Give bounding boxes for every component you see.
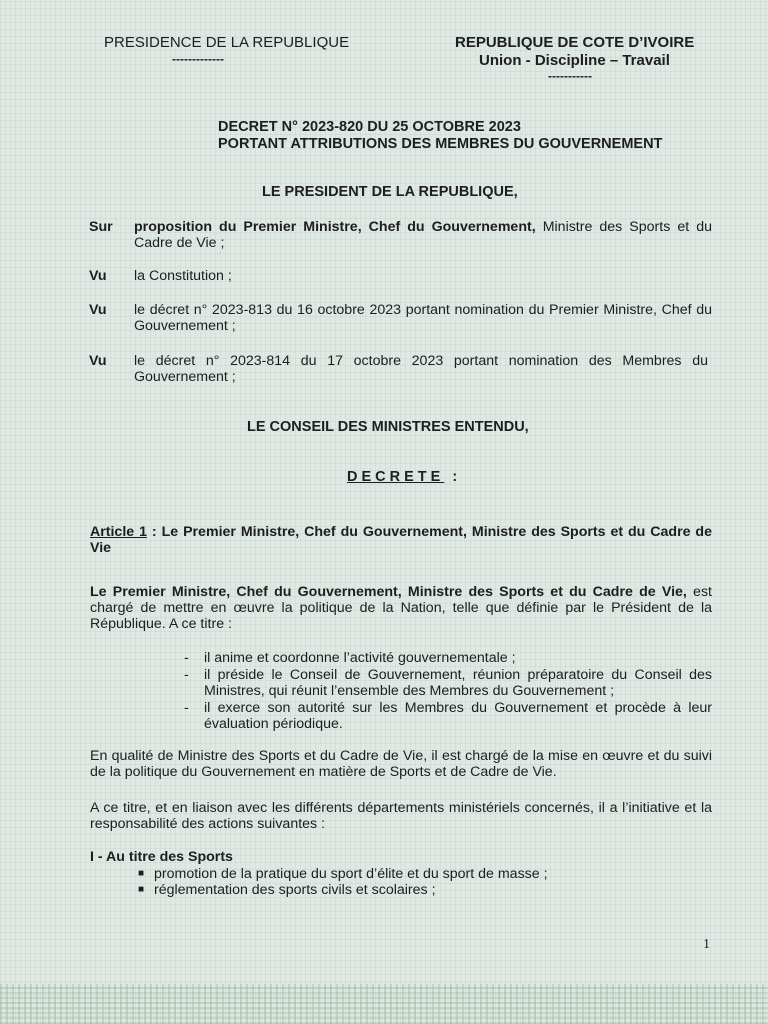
preamble-text: la Constitution ; [134, 268, 232, 284]
preamble-bold-text: proposition du Premier Ministre, Chef du Gouvernement, [134, 219, 536, 235]
article1-label: Article 1 [90, 524, 147, 540]
preamble-label: Vu [89, 302, 107, 318]
section-title-sports: I - Au titre des Sports [90, 849, 233, 865]
preamble-text: le décret n° 2023-813 du 16 octobre 2023 portant nomination du Premier Ministre, Chef du Gouvernement ; [134, 302, 712, 334]
article1-heading [90, 524, 712, 556]
article1-paragraph-3: A ce titre, et en liaison avec les différents départements ministériels concernés, il a l’initiative et la responsabilité des actions suivantes : [90, 800, 712, 832]
decorative-border [0, 984, 768, 1024]
decree-title-line1: DECRET N° 2023-820 DU 25 OCTOBRE 2023 [218, 119, 521, 135]
president-heading: LE PRESIDENT DE LA REPUBLIQUE, [262, 184, 518, 200]
preamble-label: Vu [89, 353, 107, 369]
preamble-item [134, 219, 712, 251]
article1-intro-text: est chargé de mettre en œuvre la politique de la Nation, telle que définie par le Président de la République. A ce titre : [90, 584, 712, 632]
preamble-text: le décret n° 2023-814 du 17 octobre 2023 portant nomination des Membres du Gouvernement ; [134, 353, 708, 385]
decrete-heading [347, 469, 461, 485]
decrete-word: DECRETE [347, 469, 445, 485]
list-item: - il anime et coordonne l’activité gouvernementale ; [184, 650, 516, 666]
list-item: ■ réglementation des sports civils et scolaires ; [138, 882, 436, 898]
article1-dash-list [184, 650, 712, 733]
republic-divider: ----------- [548, 69, 592, 83]
preamble-label: Vu [89, 268, 107, 284]
republic-title: REPUBLIQUE DE COTE D’IVOIRE [455, 34, 695, 51]
decree-title-line2: PORTANT ATTRIBUTIONS DES MEMBRES DU GOUVERNEMENT [218, 136, 663, 152]
article1-title: : Le Premier Ministre, Chef du Gouvernement, Ministre des Sports et du Cadre de Vie [90, 524, 712, 556]
presidency-divider: ------------- [172, 52, 224, 66]
preamble-text: Ministre des Sports et du Cadre de Vie ; [134, 219, 712, 251]
republic-motto: Union - Discipline – Travail [479, 52, 670, 69]
decrete-colon: : [444, 469, 462, 485]
preamble-label: Sur [89, 219, 113, 235]
list-item: - il préside le Conseil de Gouvernement, réunion préparatoire du Conseil des Ministres, qui réunit l’ensemble des Membres du Gouvernement ; [184, 667, 712, 699]
sports-list [134, 866, 694, 898]
council-heading: LE CONSEIL DES MINISTRES ENTENDU, [247, 419, 529, 435]
presidency-title: PRESIDENCE DE LA REPUBLIQUE [104, 34, 350, 51]
list-item: - il exerce son autorité sur les Membres du Gouvernement et procède à leur évaluation périodique. [184, 700, 712, 732]
list-item: ■ promotion de la pratique du sport d’élite et du sport de masse ; [138, 866, 548, 882]
page-number: 1 [703, 937, 710, 952]
article1-intro [90, 584, 712, 632]
article1-intro-bold: Le Premier Ministre, Chef du Gouvernement, Ministre des Sports et du Cadre de Vie, [90, 584, 687, 600]
article1-paragraph-2: En qualité de Ministre des Sports et du Cadre de Vie, il est chargé de la mise en œuvre et du suivi de la politique du Gouvernement en matière de Sports et de Cadre de Vie. [90, 748, 712, 780]
